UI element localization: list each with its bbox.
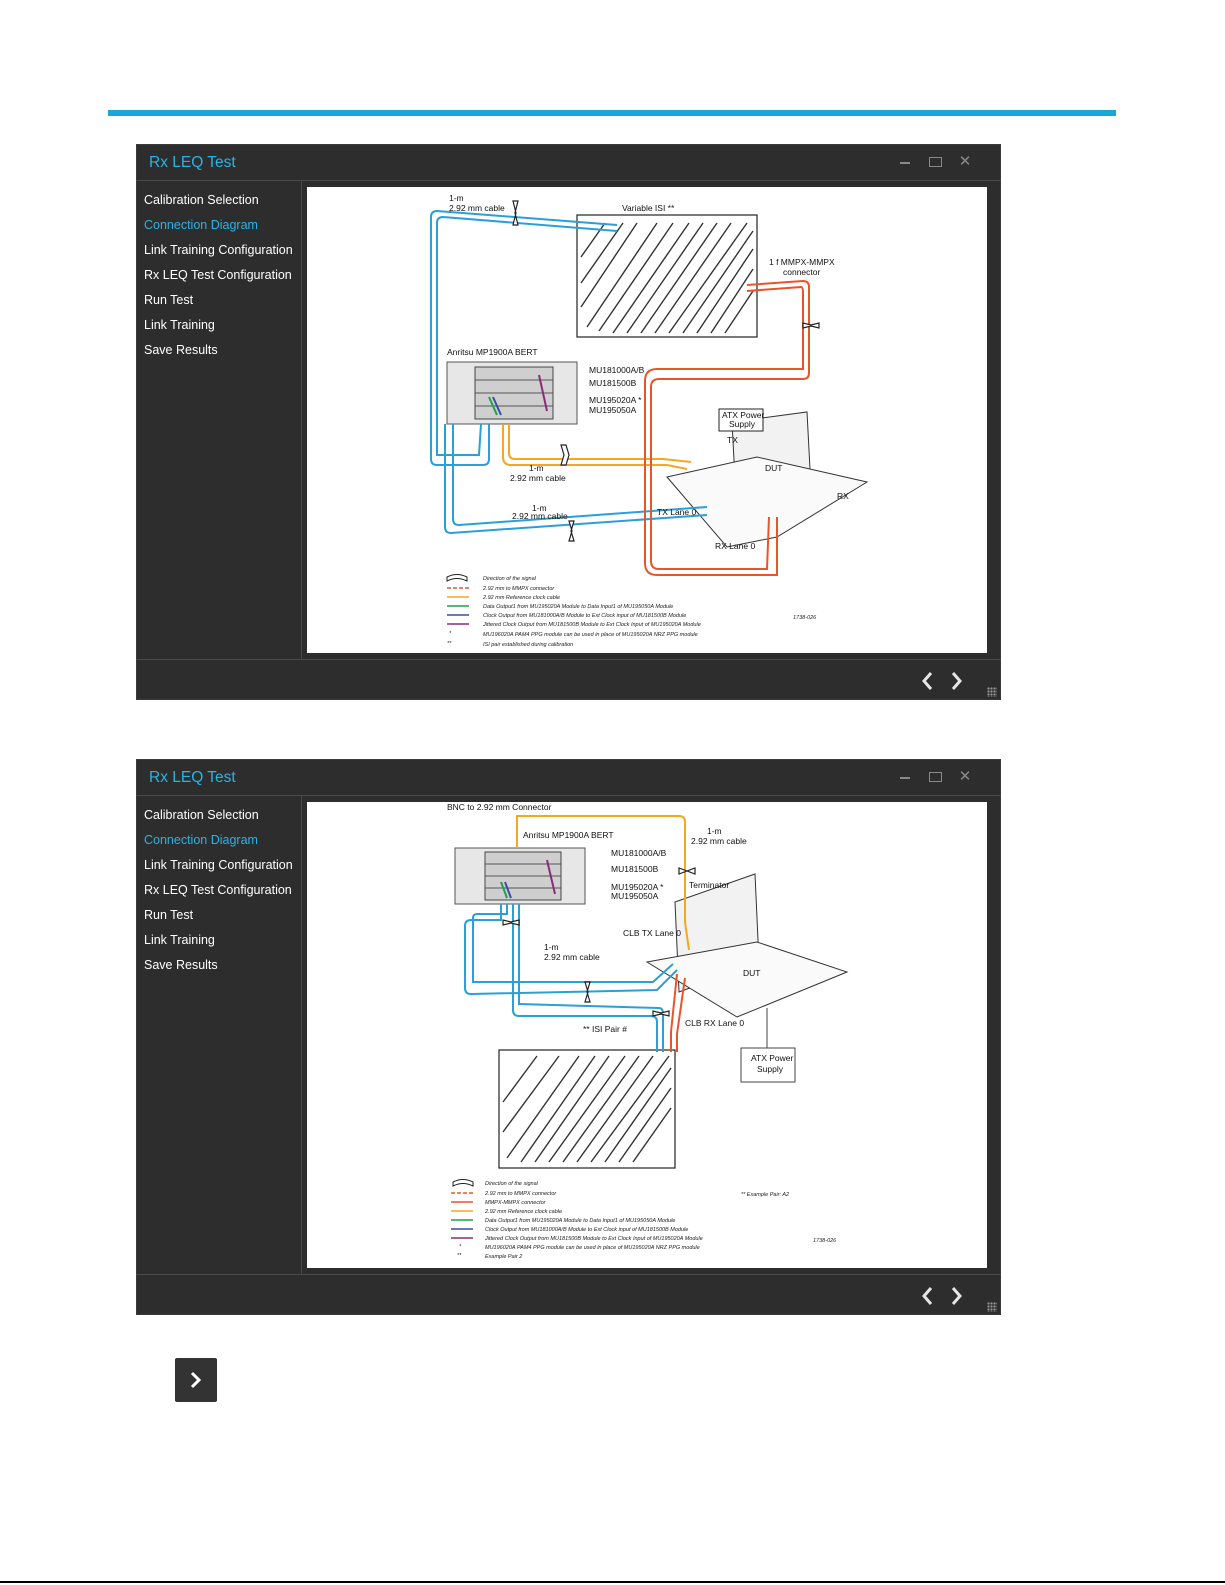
atx-label-2: Supply bbox=[729, 419, 755, 429]
bert-label: Anritsu MP1900A BERT bbox=[523, 830, 614, 840]
legend-item: Clock Output from MU181000A/B Module to Ext Clock input of MU181500B Module bbox=[483, 613, 687, 619]
cable-mid-label-2: 2.92 mm cable bbox=[544, 952, 600, 962]
legend-item: 2.92 mm Reference clock cable bbox=[483, 595, 561, 601]
footer-rule bbox=[0, 1581, 1225, 1583]
mu195020-label: MU195020A * bbox=[611, 882, 664, 892]
svg-text:**: ** bbox=[447, 641, 452, 647]
cable-top-label-2: 2.92 mm cable bbox=[449, 203, 505, 213]
blue-cables bbox=[465, 904, 677, 1052]
clb-rx-label: CLB RX Lane 0 bbox=[685, 1018, 745, 1028]
title-bar bbox=[136, 144, 1001, 181]
figure-id: 1738-026 bbox=[793, 615, 817, 621]
nav-link-training[interactable]: Link Training bbox=[144, 318, 215, 332]
chevron-right-icon[interactable] bbox=[946, 1285, 966, 1307]
tx-label: TX bbox=[727, 435, 738, 445]
mu181000-label: MU181000A/B bbox=[611, 848, 667, 858]
tx-lane-label: TX Lane 0 bbox=[657, 507, 697, 517]
legend-item: MMPX-MMPX connector bbox=[485, 1200, 546, 1206]
window-title: Rx LEQ Test bbox=[149, 154, 236, 171]
mmpx-label-2: connector bbox=[783, 267, 821, 277]
legend bbox=[447, 575, 701, 649]
red-cables bbox=[671, 974, 685, 1052]
cable-bottom-label: 1-m bbox=[532, 503, 547, 513]
wizard-footer bbox=[136, 1274, 1001, 1316]
cable-mid-label: 1-m bbox=[544, 942, 559, 952]
mu181500-label: MU181500B bbox=[589, 378, 637, 388]
resize-grip-icon[interactable] bbox=[987, 1302, 997, 1312]
legend-item: Jittered Clock Output from MU181500B Module to Ext Clock Input of MU195020A Module bbox=[483, 622, 701, 628]
legend-item: 2.92 mm to MMPX connector bbox=[485, 1191, 557, 1197]
cable-top-label: 1-m bbox=[449, 193, 464, 203]
cable-mid-label: 1-m bbox=[529, 463, 544, 473]
figure-id: 1738-026 bbox=[813, 1238, 837, 1244]
minimize-icon[interactable] bbox=[896, 768, 914, 786]
chevron-right-icon bbox=[188, 1370, 204, 1390]
legend-item: Clock Output from MU181000A/B Module to Ext Clock input of MU181500B Module bbox=[485, 1227, 689, 1233]
nav-connection-diagram[interactable]: Connection Diagram bbox=[144, 833, 258, 847]
legend-item: Direction of the signal bbox=[485, 1181, 538, 1187]
cable-mid-label-2: 2.92 mm cable bbox=[510, 473, 566, 483]
chevron-left-icon[interactable] bbox=[918, 670, 938, 692]
legend-item: MU196020A PAM4 PPG module can be used in place of MU195020A NRZ PPG module bbox=[483, 632, 698, 638]
header-accent-rule bbox=[108, 110, 1116, 116]
nav-save-results[interactable]: Save Results bbox=[144, 343, 218, 357]
legend bbox=[451, 1180, 703, 1261]
nav-rx-leq-test-configuration[interactable]: Rx LEQ Test Configuration bbox=[144, 268, 292, 282]
legend-item: Data Output1 from MU195020A Module to Data Input1 of MU195050A Module bbox=[483, 604, 674, 610]
example-pair-label: ** Example Pair: A2 bbox=[741, 1192, 790, 1198]
legend-item: Example Pair 2 bbox=[485, 1254, 523, 1260]
connection-diagram-1 bbox=[307, 187, 987, 653]
connection-diagram-panel bbox=[307, 802, 987, 1268]
nav-run-test[interactable]: Run Test bbox=[144, 908, 194, 922]
mu195050-label: MU195050A bbox=[611, 891, 659, 901]
bnc-label: BNC to 2.92 mm Connector bbox=[447, 802, 552, 812]
sidebar bbox=[136, 796, 302, 1274]
nav-calibration-selection[interactable]: Calibration Selection bbox=[144, 808, 259, 822]
window-title: Rx LEQ Test bbox=[149, 769, 236, 786]
minimize-icon[interactable] bbox=[896, 153, 914, 171]
isi-pair-label: ** ISI Pair # bbox=[583, 1024, 627, 1034]
connection-diagram-2 bbox=[307, 802, 987, 1268]
title-bar bbox=[136, 759, 1001, 796]
chevron-right-icon[interactable] bbox=[946, 670, 966, 692]
chevron-left-icon[interactable] bbox=[918, 1285, 938, 1307]
legend-item: Data Output1 from MU195020A Module to Data Input1 of MU195050A Module bbox=[485, 1218, 676, 1224]
nav-link-training[interactable]: Link Training bbox=[144, 933, 215, 947]
maximize-icon[interactable] bbox=[926, 768, 944, 786]
maximize-icon[interactable] bbox=[926, 153, 944, 171]
svg-text:**: ** bbox=[457, 1253, 462, 1259]
atx-label-2: Supply bbox=[757, 1064, 783, 1074]
legend-item: 2.92 mm Reference clock cable bbox=[485, 1209, 563, 1215]
rx-leq-window-1 bbox=[136, 144, 1001, 700]
legend-item: Jittered Clock Output from MU181500B Module to Ext Clock Input of MU195020A Module bbox=[485, 1236, 703, 1242]
nav-calibration-selection[interactable]: Calibration Selection bbox=[144, 193, 259, 207]
nav-connection-diagram[interactable]: Connection Diagram bbox=[144, 218, 258, 232]
cable-bottom-label-2: 2.92 mm cable bbox=[512, 511, 568, 521]
close-icon[interactable]: ✕ bbox=[958, 768, 972, 785]
resize-grip-icon[interactable] bbox=[987, 687, 997, 697]
sidebar bbox=[136, 181, 302, 659]
connection-diagram-panel bbox=[307, 187, 987, 653]
mmpx-label: 1 f MMPX-MMPX bbox=[769, 257, 835, 267]
cable-right-label-2: 2.92 mm cable bbox=[691, 836, 747, 846]
wizard-footer bbox=[136, 659, 1001, 701]
atx-label: ATX Power bbox=[722, 410, 765, 420]
nav-link-training-configuration[interactable]: Link Training Configuration bbox=[144, 243, 293, 257]
mu181000-label: MU181000A/B bbox=[589, 365, 645, 375]
svg-text:*: * bbox=[449, 631, 452, 637]
mu195020-label: MU195020A * bbox=[589, 395, 642, 405]
variable-isi-label: Variable ISI ** bbox=[622, 203, 675, 213]
mu181500-label: MU181500B bbox=[611, 864, 659, 874]
nav-link-training-configuration[interactable]: Link Training Configuration bbox=[144, 858, 293, 872]
dut-label: DUT bbox=[743, 968, 761, 978]
mu195050-label: MU195050A bbox=[589, 405, 637, 415]
legend-item: MU196020A PAM4 PPG module can be used in place of MU195020A NRZ PPG module bbox=[485, 1245, 700, 1251]
terminator-label: Terminator bbox=[689, 880, 730, 890]
legend-item: ISI pair established during calibration bbox=[483, 642, 574, 648]
cable-right-label: 1-m bbox=[707, 826, 722, 836]
bert-label: Anritsu MP1900A BERT bbox=[447, 347, 538, 357]
next-button[interactable] bbox=[175, 1358, 217, 1402]
rx-lane-label: RX Lane 0 bbox=[715, 541, 756, 551]
legend-item: 2.92 mm to MMPX connector bbox=[483, 586, 555, 592]
svg-text:*: * bbox=[459, 1244, 462, 1250]
rx-label: RX bbox=[837, 491, 849, 501]
legend-item: Direction of the signal bbox=[483, 576, 536, 582]
atx-label: ATX Power bbox=[751, 1053, 794, 1063]
rx-leq-window-2 bbox=[136, 759, 1001, 1315]
nav-run-test[interactable]: Run Test bbox=[144, 293, 194, 307]
nav-save-results[interactable]: Save Results bbox=[144, 958, 218, 972]
nav-rx-leq-test-configuration[interactable]: Rx LEQ Test Configuration bbox=[144, 883, 292, 897]
clb-tx-label: CLB TX Lane 0 bbox=[623, 928, 681, 938]
dut-label: DUT bbox=[765, 463, 783, 473]
close-icon[interactable]: ✕ bbox=[958, 153, 972, 170]
